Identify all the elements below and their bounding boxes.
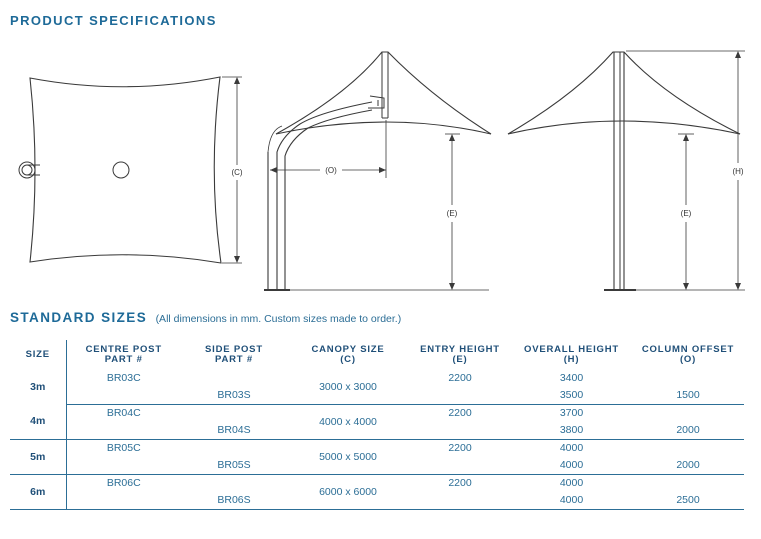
- canopy-cell: 6000 x 6000: [287, 475, 409, 510]
- overall-side: 4000: [511, 492, 632, 510]
- dim-label-e-side: (E): [446, 209, 458, 218]
- canopy-cell: 5000 x 5000: [287, 440, 409, 475]
- centre-part: BR05C: [106, 442, 141, 454]
- overall-centre: 4000: [559, 477, 584, 489]
- entry-cell: 2200: [448, 407, 472, 419]
- side-post-elevation: [264, 52, 491, 290]
- centre-part: BR04C: [106, 407, 141, 419]
- centre-post-circle: [113, 162, 129, 178]
- canopy-top-view: [19, 77, 242, 263]
- header-overall: OVERALL HEIGHT (H): [524, 344, 619, 365]
- entry-cell: 2200: [448, 442, 472, 454]
- offset-cell: 2500: [632, 492, 744, 510]
- size-cell: 6m: [10, 475, 66, 510]
- entry-cell: 2200: [448, 477, 472, 489]
- side-part: BR04S: [181, 422, 287, 440]
- centre-part: BR06C: [106, 477, 141, 489]
- offset-cell: 2000: [632, 457, 744, 475]
- table-row: [10, 405, 744, 423]
- header-side-post: SIDE POST PART #: [205, 344, 263, 365]
- header-canopy: CANOPY SIZE (C): [311, 344, 385, 365]
- size-cell: 4m: [10, 405, 66, 440]
- header-size: SIZE: [10, 340, 66, 370]
- sizes-table: [10, 340, 744, 510]
- side-part: BR06S: [181, 492, 287, 510]
- dim-label-o: (O): [325, 166, 337, 175]
- side-post-circle: [19, 162, 35, 178]
- overall-centre: 4000: [559, 442, 584, 454]
- dim-label-c: (C): [231, 168, 243, 177]
- side-part: BR03S: [181, 387, 287, 405]
- side-part: BR05S: [181, 457, 287, 475]
- overall-side: 4000: [511, 457, 632, 475]
- overall-side: 3800: [511, 422, 632, 440]
- table-header-row: [10, 340, 744, 370]
- canopy-cell: 4000 x 4000: [287, 405, 409, 440]
- overall-centre: 3400: [559, 372, 584, 384]
- header-centre-post: CENTRE POST PART #: [85, 344, 162, 365]
- table-row: [10, 370, 744, 387]
- entry-cell: 2200: [448, 372, 472, 384]
- offset-cell: 2000: [632, 422, 744, 440]
- header-entry: ENTRY HEIGHT (E): [420, 344, 500, 365]
- product-diagram: [0, 30, 761, 300]
- overall-centre: 3700: [559, 407, 584, 419]
- centre-post-elevation: [508, 51, 745, 290]
- canopy-cell: 3000 x 3000: [287, 370, 409, 405]
- page-title: PRODUCT SPECIFICATIONS: [10, 13, 217, 28]
- dim-label-e-centre: (E): [680, 209, 692, 218]
- standard-sizes-title: STANDARD SIZES: [10, 310, 148, 325]
- table-row: [10, 475, 744, 493]
- table-row: [10, 440, 744, 458]
- size-cell: 5m: [10, 440, 66, 475]
- dim-label-h: (H): [732, 167, 744, 176]
- standard-sizes-heading: [10, 309, 401, 327]
- overall-side: 3500: [511, 387, 632, 405]
- header-offset: COLUMN OFFSET (O): [641, 344, 735, 365]
- offset-cell: 1500: [632, 387, 744, 405]
- centre-part: BR03C: [106, 372, 141, 384]
- size-cell: 3m: [10, 370, 66, 405]
- standard-sizes-note: (All dimensions in mm. Custom sizes made to order.): [155, 313, 402, 325]
